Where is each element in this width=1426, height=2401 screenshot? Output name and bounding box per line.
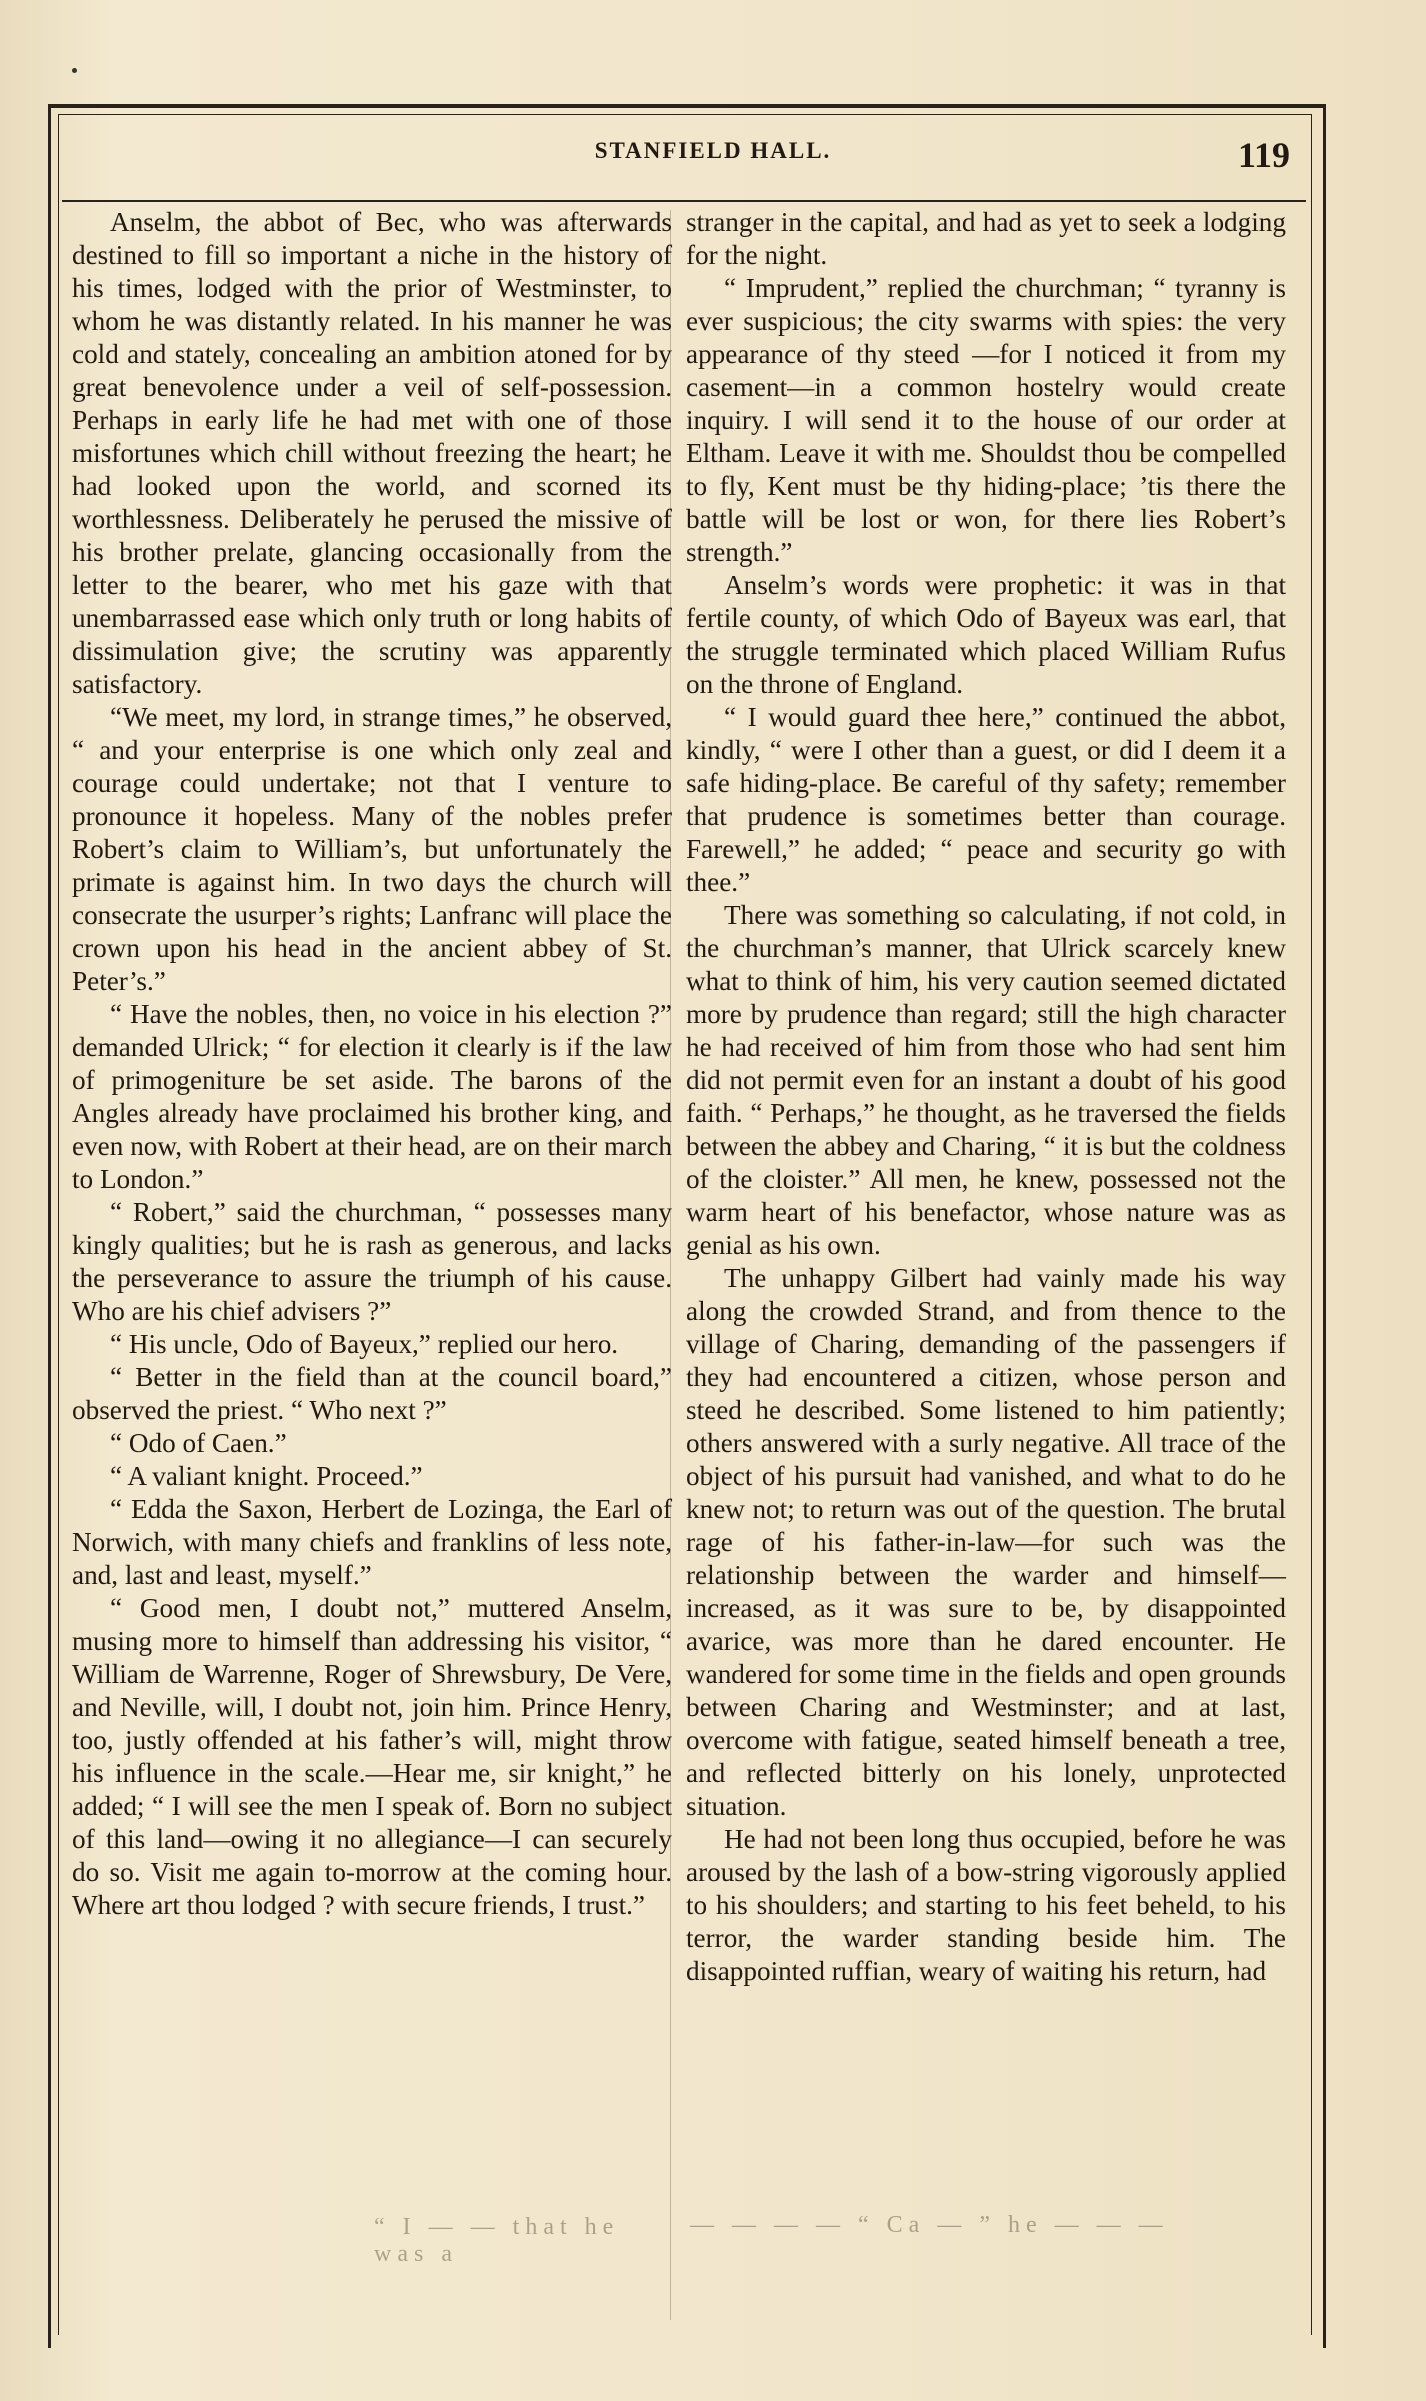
paragraph: “ Edda the Saxon, Herbert de Lozinga, the Earl of Norwich, with many chiefs and franklins of less note, and, last and least, myself.” — [72, 1494, 672, 1590]
faded-bleed-text-left: “ I — — that he was a — [374, 2214, 620, 2267]
header-rule — [62, 200, 1306, 202]
paragraph: “ A valiant knight. Proceed.” — [110, 1461, 423, 1491]
paragraph: “We meet, my lord, in strange times,” he observed, “ and your enterprise is one which only zeal and courage could undertake; not that I venture to pronounce it hopeless. Many of the nobles prefer Robert’s claim to William’s, but unfortunately the primate is against him. In two days the church will consecrate the usurper’s rights; Lanfranc will place the crown upon his head in the ancient abbey of St. Peter’s.” — [72, 702, 672, 996]
paragraph: “ Odo of Caen.” — [110, 1428, 287, 1458]
paragraph: Anselm’s words were prophetic: it was in that fertile county, of which Odo of Bayeux was earl, that the struggle terminated which placed William Rufus on the throne of England. — [686, 570, 1286, 699]
column-divider — [670, 210, 671, 2320]
ink-speck — [72, 68, 77, 73]
paragraph: “ Robert,” said the churchman, “ possesses many kingly qualities; but he is rash as generous, and lacks the perseverance to assure the triumph of his cause. Who are his chief advisers ?” — [72, 1197, 672, 1326]
paragraph: Anselm, the abbot of Bec, who was afterwards destined to fill so important a niche in the history of his times, lodged with the prior of Westminster, to whom he was distantly related. In his manner he was cold and stately, concealing an ambition atoned for by great benevolence under a veil of self-possession. Perhaps in early life he had met with one of those misfortunes which chill without freezing the heart; he had looked upon the world, and scorned its worthlessness. Deliberately he perused the missive of his brother prelate, glancing occasionally from the letter to the bearer, who met his gaze with that unembarrassed ease which only truth or long habits of dissimulation give; the scrutiny was apparently satisfactory. — [72, 207, 672, 699]
running-title: STANFIELD HALL. — [594, 138, 832, 163]
faded-bleed-text-right: — — — — “ Ca — ” he — — — — [690, 2212, 1169, 2238]
paragraph: stranger in the capital, and had as yet to seek a lodging for the night. — [686, 207, 1286, 270]
paragraph: “ Imprudent,” replied the churchman; “ tyranny is ever suspicious; the city swarms with spies: the very appearance of thy steed —for I noticed it from my casement—in a common hostelry would create inquiry. I will send it to the house of our order at Eltham. Leave it with me. Shouldst thou be compelled to fly, Kent must be thy hiding-place; ’tis there the battle will be lost or won, for there lies Robert’s strength.” — [686, 273, 1286, 567]
left-column — [72, 206, 672, 1922]
paragraph: “ His uncle, Odo of Bayeux,” replied our hero. — [110, 1329, 619, 1359]
paragraph: He had not been long thus occupied, before he was aroused by the lash of a bow-string vigorously applied to his shoulders; and starting to his feet beheld, to his terror, the warder standing beside him. The disappointed ruffian, weary of waiting his return, had — [686, 1824, 1286, 1986]
paragraph: “ Better in the field than at the council board,” observed the priest. “ Who next ?” — [72, 1362, 672, 1425]
paragraph: There was something so calculating, if not cold, in the churchman’s manner, that Ulrick scarcely knew what to think of him, his very caution seemed dictated more by prudence than regard; still the high character he had received of him from those who had sent him did not permit even for an instant a doubt of his good faith. “ Perhaps,” he thought, as he traversed the fields between the abbey and Charing, “ it is but the coldness of the cloister.” All men, he knew, possessed not the warm heart of his benefactor, whose nature was as genial as his own. — [686, 900, 1286, 1260]
paragraph: “ Have the nobles, then, no voice in his election ?” demanded Ulrick; “ for election it clearly is if the law of primogeniture be set aside. The barons of the Angles already have proclaimed his brother king, and even now, with Robert at their head, are on their march to London.” — [72, 999, 672, 1194]
page-number: 119 — [1237, 135, 1290, 175]
right-column — [686, 206, 1286, 1988]
paragraph: “ Good men, I doubt not,” muttered Anselm, musing more to himself than addressing his visitor, “ William de Warrenne, Roger of Shrewsbury, De Vere, and Neville, will, I doubt not, join him. Prince Henry, too, justly offended at his father’s will, might throw his influence in the scale.—Hear me, sir knight,” he added; “ I will see the men I speak of. Born no subject of this land—owing it no allegiance—I can securely do so. Visit me again to-morrow at the coming hour. Where art thou lodged ? with secure friends, I trust.” — [72, 1593, 672, 1920]
paragraph: “ I would guard thee here,” continued the abbot, kindly, “ were I other than a guest, or did I deem it a safe hiding-place. Be careful of thy safety; remember that prudence is sometimes better than courage. Farewell,” he added; “ peace and security go with thee.” — [686, 702, 1286, 897]
paragraph: The unhappy Gilbert had vainly made his way along the crowded Strand, and from thence to the village of Charing, demanding of the passengers if they had encountered a citizen, whose person and steed he described. Some listened to him patiently; others answered with a surly negative. All trace of the object of his pursuit had vanished, and what to do he knew not; to return was out of the question. The brutal rage of his father-in-law—for such was the relationship between the warder and himself—increased, as it was sure to be, by disappointed avarice, was more than he dared encounter. He wandered for some time in the fields and open grounds between Charing and Westminster; and at last, overcome with fatigue, seated himself beneath a tree, and reflected bitterly on his lonely, unprotected situation. — [686, 1263, 1286, 1821]
